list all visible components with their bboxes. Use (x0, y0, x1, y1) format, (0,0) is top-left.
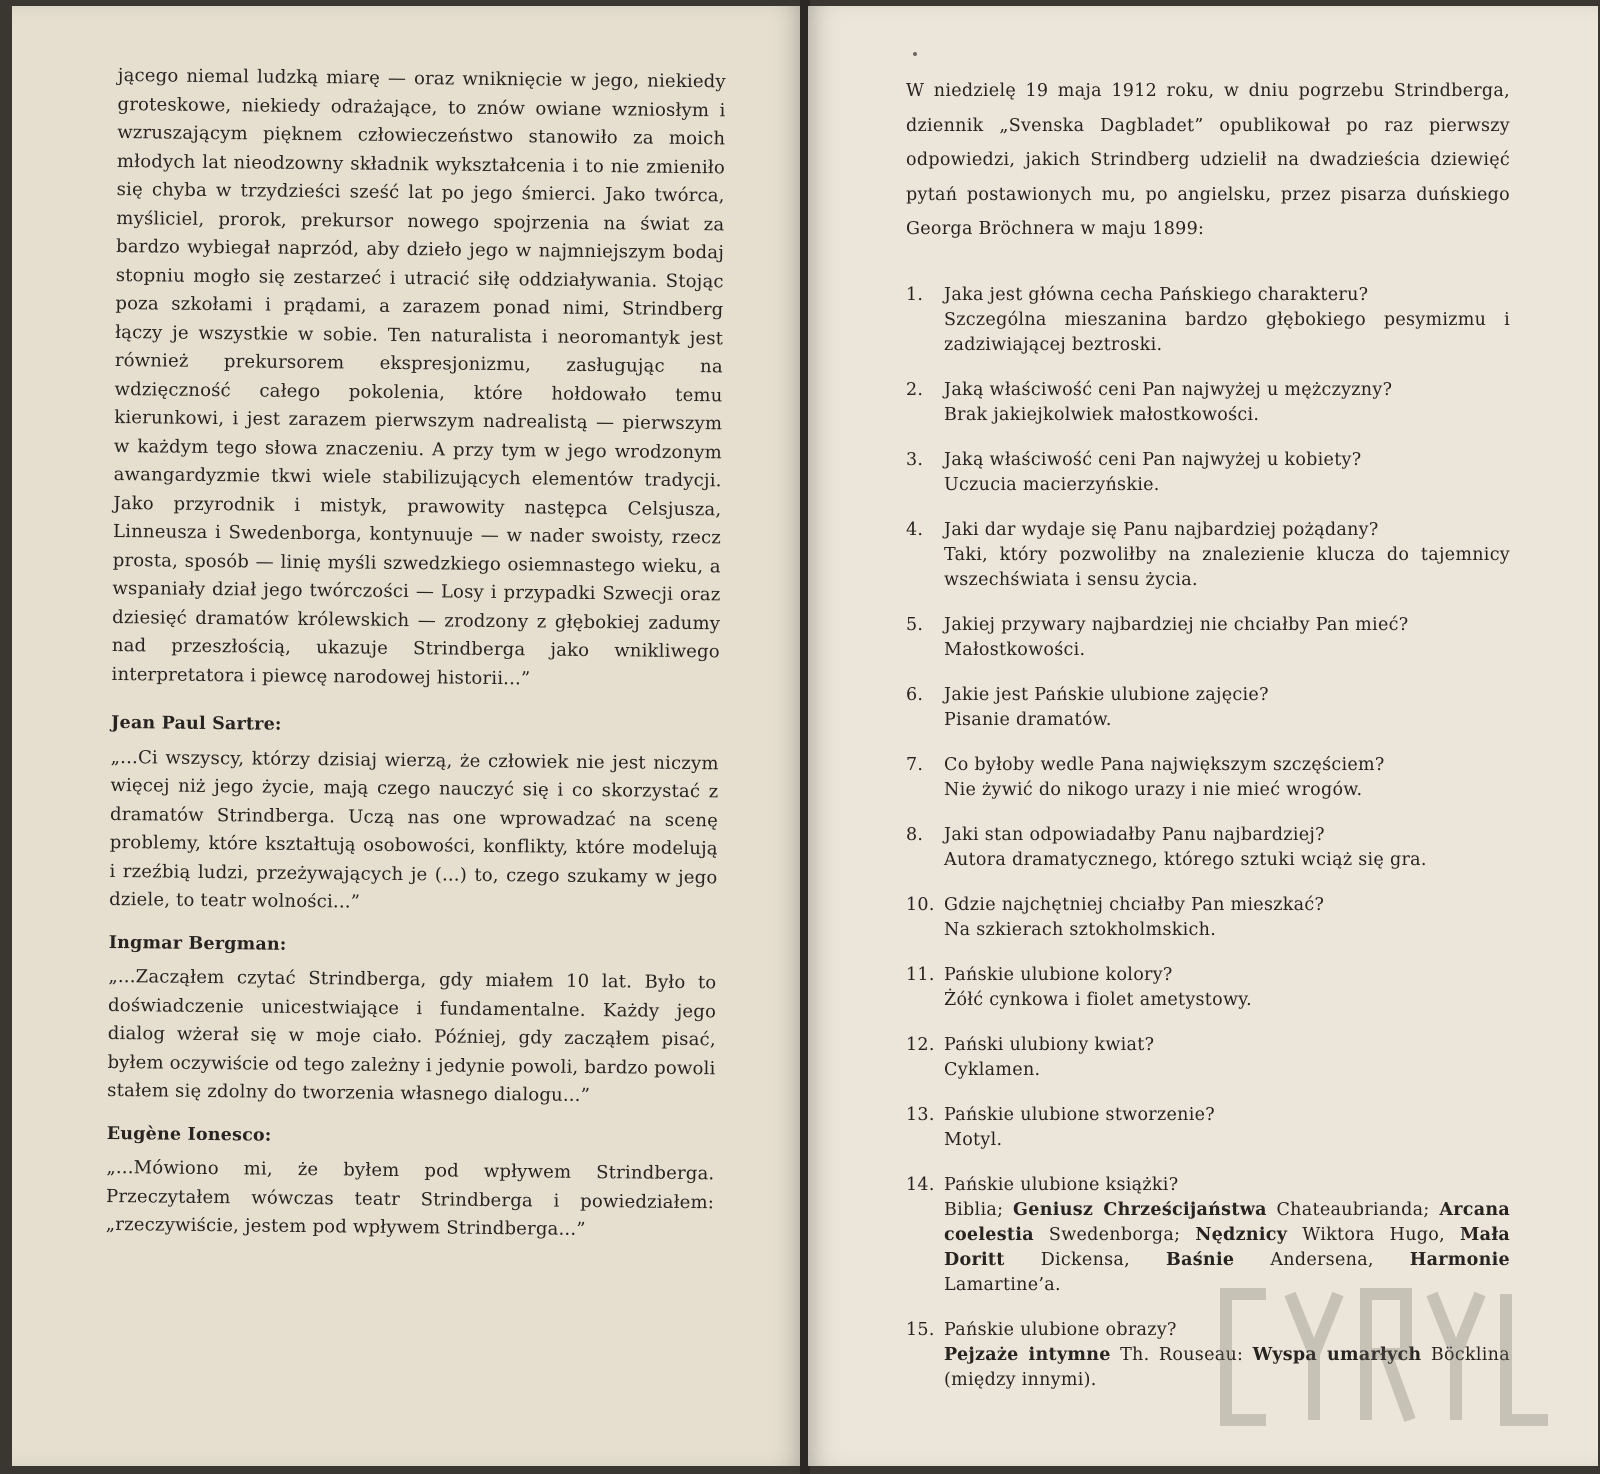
qa-number: 7. (906, 754, 924, 775)
painting-title: Wyspa umarłych (1252, 1344, 1422, 1365)
qa-question: Jaką właściwość ceni Pan najwyżej u kobiety? (944, 449, 1362, 470)
qa-question: Jaka jest główna cecha Pańskiego charakteru? (944, 284, 1369, 305)
qa-item (906, 518, 1510, 593)
qa-number: 1. (906, 284, 924, 305)
qa-item (906, 1033, 1510, 1083)
qa-question: Co byłoby wedle Pana największym szczęściem? (944, 754, 1385, 775)
qa-question: Gdzie najchętniej chciałby Pan mieszkać? (944, 894, 1325, 915)
qa-number: 14. (906, 1174, 935, 1195)
qa-question: Pański ulubiony kwiat? (944, 1034, 1155, 1055)
quote-text: „...Zacząłem czytać Strindberga, gdy miałem 10 lat. Było to doświadczenie unicestwiające i fundamentalne. Każdy jego dialog wżerał się w moje ciało. Później, gdy zacząłem pisać, byłem oczywiście od tego zależny i jedynie powoli, bardzo powoli stałem się zdolny do tworzenia własnego dialogu...” (107, 965, 717, 1106)
answer-text: Biblia; (944, 1199, 1014, 1220)
qa-number: 6. (906, 684, 924, 705)
answer-text: Dickensa, (1004, 1249, 1167, 1270)
book-title: Baśnie (1166, 1249, 1235, 1270)
qa-answer: Cyklamen. (944, 1059, 1041, 1080)
qa-item (906, 893, 1510, 943)
qa-number: 3. (906, 449, 924, 470)
qa-answer: Autora dramatycznego, którego sztuki wciąż się gra. (944, 849, 1427, 870)
quote-block-ionesco (106, 1119, 715, 1245)
qa-item (906, 1103, 1510, 1153)
qa-question: Jaki dar wydaje się Panu najbardziej pożądany? (944, 519, 1379, 540)
book-title: Arcana coelestia (944, 1199, 1510, 1245)
qa-answer: Żółć cynkowa i fiolet ametystowy. (944, 989, 1252, 1010)
qa-item (906, 963, 1510, 1013)
answer-text: Th. Rouseau: (1110, 1344, 1253, 1365)
qa-item (906, 753, 1510, 803)
quote-author: Jean Paul Sartre: (110, 712, 282, 735)
qa-answer: Szczególna mieszanina bardzo głębokiego pesymizmu i zadziwiającej beztroski. (944, 309, 1510, 355)
quote-text: „...Mówiono mi, że byłem pod wpływem Strindberga. Przeczytałem wówczas teatr Strindberga i powiedziałem: „rzeczywiście, jestem pod wpływem Strindberga...” (105, 1156, 715, 1240)
qa-item (906, 683, 1510, 733)
qa-item (906, 448, 1510, 498)
qa-answer: Brak jakiejkolwiek małostkowości. (944, 404, 1260, 425)
qa-answer (944, 1198, 1510, 1298)
quote-author: Eugène Ionesco: (106, 1123, 272, 1146)
qa-number: 2. (906, 379, 924, 400)
answer-text: Lamartine’a. (944, 1274, 1061, 1295)
cyryl-watermark-logo (1218, 1284, 1558, 1430)
qa-question: Jakiej przywary najbardziej nie chciałby Pan mieć? (944, 614, 1409, 635)
qa-number: 4. (906, 519, 924, 540)
answer-text: Chateaubrianda; (1266, 1199, 1440, 1220)
qa-question: Pańskie ulubione książki? (944, 1174, 1179, 1195)
quote-block-sartre (109, 709, 719, 921)
answer-text: Böcklina (między innymi). (944, 1344, 1510, 1390)
watermark-graphic (1218, 1284, 1558, 1430)
qa-item (906, 283, 1510, 358)
print-speck (913, 52, 917, 56)
quote-block-bergman (107, 928, 717, 1111)
right-column (906, 74, 1510, 1413)
qa-number: 10. (906, 894, 935, 915)
qa-item (906, 378, 1510, 428)
left-intro-paragraph: jącego niemal ludzką miarę — oraz wniknięcie w jego, niekiedy groteskowe, niekiedy odrażające, to znów owiane wzniosłym i wzruszającym pięknem człowieczeństwo stanowiło za moich młodych lat nieodzowny składnik wykształcenia i to nie zmieniło się chyba w trzydzieści sześć lat po jego śmierci. Jako twórca, myśliciel, prorok, prekursor nowego spojrzenia na świat za bardzo wybiegał naprzód, aby dzieło jego w najmniejszym bodaj stopniu mogło się zestarzeć i utracić siłę oddziaływania. Stojąc poza szkołami i prądami, a zarazem ponad nimi, Strindberg łączy je wszystkie w sobie. Ten naturalista i neoromantyk jest również prekursorem ekspresjonizmu, zasługując na wdzięczność całego pokolenia, które hołdowało temu kierunkowi, i jest zarazem pierwszym nadrealistą — pierwszym w każdym tego słowa znaczeniu. A przy tym w jego wrodzonym awangardyzmie tkwi wiele stabilizujących elementów tradycji. Jako przyrodnik i mistyk, prawowity następca Celsjusza, Linneusza i Swedenborga, kontynuuje — w nader swoisty, rzecz prosta, sposób — linię myśli szwedzkiego osiemnastego wieku, a wspaniały dział jego twórczości — Losy i przypadki Szwecji oraz dziesięć dramatów królewskich — zrodzony z głębokiej zadumy nad przeszłością, ukazuje Strindberga jako wnikliwego interpretatora i piewcę narodowej historii...” (111, 64, 726, 689)
qa-answer: Na szkierach sztokholmskich. (944, 919, 1217, 940)
qa-item (906, 823, 1510, 873)
answer-text: Wiktora Hugo, (1287, 1224, 1461, 1245)
qa-number: 11. (906, 964, 935, 985)
qa-item-books (906, 1173, 1510, 1298)
book-title: Mała Doritt (944, 1224, 1510, 1270)
qa-number: 15. (906, 1319, 935, 1340)
book-title: Nędznicy (1195, 1224, 1288, 1245)
answer-text: Andersena, (1234, 1249, 1410, 1270)
quote-author: Ingmar Bergman: (108, 932, 287, 955)
qa-number: 13. (906, 1104, 935, 1125)
qa-number: 8. (906, 824, 924, 845)
qa-question: Jaką właściwość ceni Pan najwyżej u mężczyzny? (944, 379, 1393, 400)
book-title: Harmonie (1409, 1249, 1510, 1270)
qa-answer: Uczucia macierzyńskie. (944, 474, 1160, 495)
qa-answer: Nie żywić do nikogo urazy i nie mieć wrogów. (944, 779, 1363, 800)
qa-item (906, 613, 1510, 663)
qa-question: Pańskie ulubione kolory? (944, 964, 1173, 985)
qa-number: 5. (906, 614, 924, 635)
qa-question: Jaki stan odpowiadałby Panu najbardziej? (944, 824, 1325, 845)
right-intro-paragraph: W niedzielę 19 maja 1912 roku, w dniu pogrzebu Strindberga, dziennik „Svenska Dagbladet” opublikował po raz pierwszy odpowiedzi, jakich Strindberg udzielił na dwadzieścia dziewięć pytań postawionych mu, po angielsku, przez pisarza duńskiego Georga Bröchnera w maju 1899: (906, 81, 1510, 239)
left-column (106, 62, 726, 1246)
qa-answer: Taki, który pozwoliłby na znalezienie klucza do tajemnicy wszechświata i sensu życia. (944, 544, 1510, 590)
qa-answer: Małostkowości. (944, 639, 1086, 660)
qa-number: 12. (906, 1034, 935, 1055)
qa-question: Pańskie ulubione obrazy? (944, 1319, 1177, 1340)
painting-title: Pejzaże intymne (944, 1344, 1111, 1365)
qa-answer: Motyl. (944, 1129, 1003, 1150)
answer-text: Swedenborga; (1033, 1224, 1196, 1245)
quote-text: „...Ci wszyscy, którzy dzisiaj wierzą, że człowiek nie jest niczym więcej niż jego życie, mają czego nauczyć się i co skorzystać z dramatów Strindberga. Uczą nas one wprowadzać na scenę problemy, które kształtują osobowości, konflikty, które modelują i rzeźbią ludzi, przeżywających je (...) to, czego szukamy w jego dziele, to teatr wolności...” (109, 746, 719, 913)
qa-answer: Pisanie dramatów. (944, 709, 1112, 730)
book-title: Geniusz Chrześcijaństwa (1013, 1199, 1267, 1220)
qa-question: Jakie jest Pańskie ulubione zajęcie? (944, 684, 1269, 705)
qa-question: Pańskie ulubione stworzenie? (944, 1104, 1215, 1125)
